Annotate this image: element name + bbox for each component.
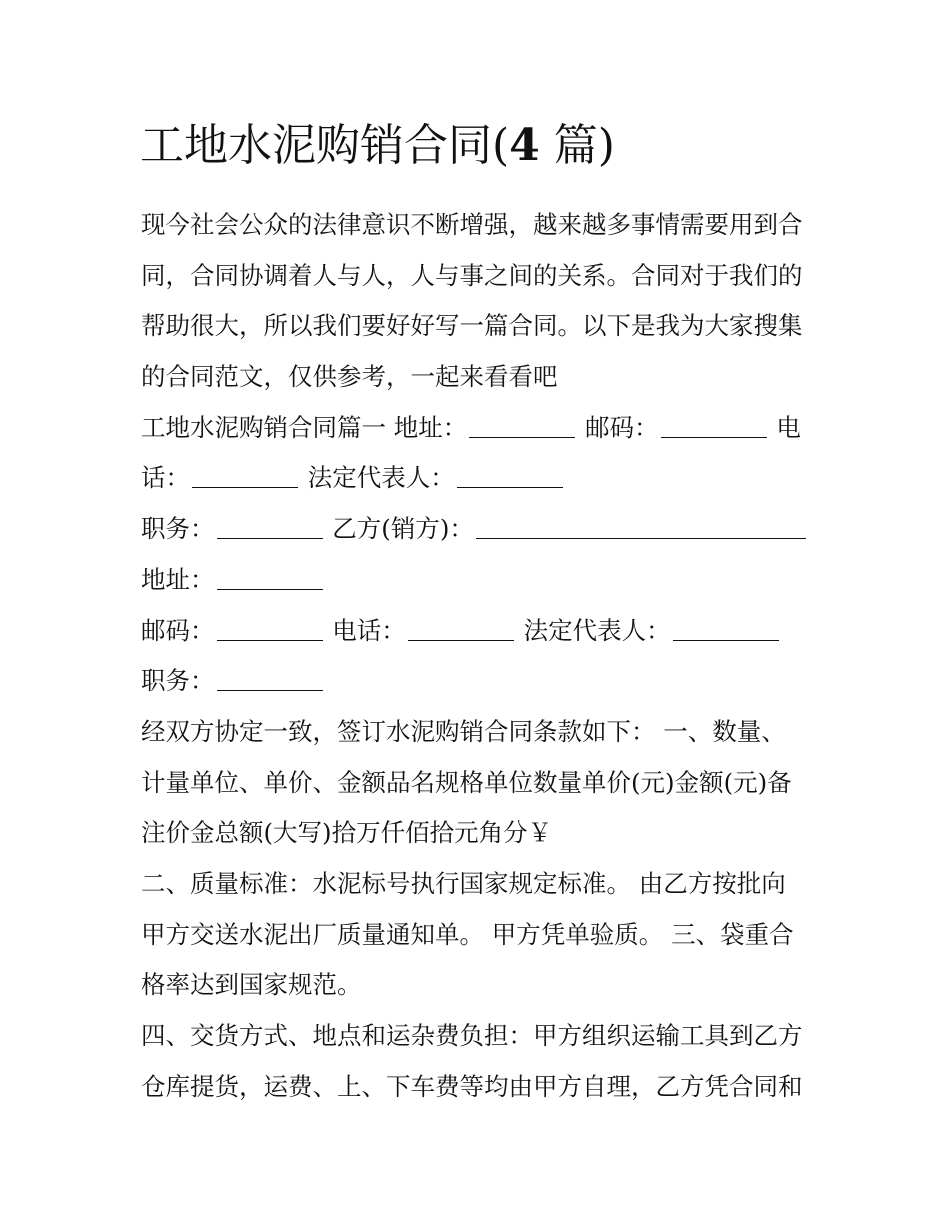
- title-count: 4: [509, 120, 540, 171]
- address-blank[interactable]: [469, 415, 575, 438]
- address-b-blank[interactable]: [217, 567, 323, 590]
- form-label-address-b: 地址：: [141, 564, 215, 594]
- intro-line-1: 现今社会公众的法律意识不断增强，越来越多事情需要用到合: [141, 210, 803, 239]
- form-line-1: [141, 403, 816, 454]
- clause-line-7: 四、交货方式、地点和运杂费负担：甲方组织运输工具到乙方: [141, 1021, 803, 1050]
- form-label-party-b: 乙方(销方)：: [324, 514, 474, 544]
- form-label-phone-end: 话：: [141, 463, 190, 493]
- page-title: [140, 116, 840, 176]
- form-label-postcode-b: 邮码：: [141, 615, 215, 645]
- form-label-address: 工地水泥购销合同篇一 地址：: [141, 412, 468, 442]
- phone-blank[interactable]: [192, 465, 298, 488]
- form-label-position: 职务：: [141, 514, 215, 544]
- title-prefix: 工地水泥购销合同(: [140, 120, 510, 171]
- postcode-blank[interactable]: [661, 415, 767, 438]
- position-b-blank[interactable]: [217, 668, 323, 691]
- title-suffix: 篇): [539, 120, 615, 171]
- phone-b-blank[interactable]: [408, 618, 514, 641]
- form-label-legal-rep-b: 法定代表人：: [515, 615, 671, 645]
- clause-line-4: 二、质量标准：水泥标号执行国家规定标准。 由乙方按批向: [141, 868, 786, 898]
- form-line-6: [141, 656, 816, 707]
- intro-line-4: 的合同范文，仅供参考，一起来看看吧: [141, 362, 558, 392]
- party-b-blank[interactable]: [476, 516, 806, 539]
- form-label-legal-rep: 法定代表人：: [300, 463, 455, 493]
- postcode-b-blank[interactable]: [217, 618, 323, 641]
- form-label-phone-b: 电话：: [324, 615, 406, 645]
- legal-rep-blank[interactable]: [457, 465, 563, 488]
- clause-line-6: 格率达到国家规范。: [141, 970, 362, 1000]
- intro-line-2: 同，合同协调着人与人，人与事之间的关系。合同对于我们的: [141, 260, 803, 290]
- form-label-phone-start: 电: [768, 412, 801, 442]
- clause-line-8: 仓库提货，运费、上、下车费等均由甲方自理，乙方凭合同和: [141, 1071, 803, 1101]
- form-line-3: [141, 504, 816, 555]
- position-blank[interactable]: [217, 516, 323, 539]
- document-body: [141, 200, 816, 1112]
- form-line-5: [141, 606, 816, 657]
- clause-line-5: 甲方交送水泥出厂质量通知单。 甲方凭单验质。 三、袋重合: [141, 919, 794, 949]
- form-line-2: [141, 453, 816, 504]
- clause-line-3: 注价金总额(大写)拾万仟佰拾元角分￥: [141, 818, 553, 848]
- legal-rep-b-blank[interactable]: [673, 618, 779, 641]
- form-line-4: [141, 555, 816, 606]
- clause-line-1: 经双方协定一致，签订水泥购销合同条款如下： 一、数量、: [141, 716, 786, 746]
- form-label-position-b: 职务：: [141, 666, 215, 696]
- clause-line-2: 计量单位、单价、金额品名规格单位数量单价(元)金额(元)备: [141, 767, 792, 797]
- intro-line-3: 帮助很大，所以我们要好好写一篇合同。以下是我为大家搜集: [141, 311, 803, 341]
- form-label-postcode: 邮码：: [577, 412, 659, 442]
